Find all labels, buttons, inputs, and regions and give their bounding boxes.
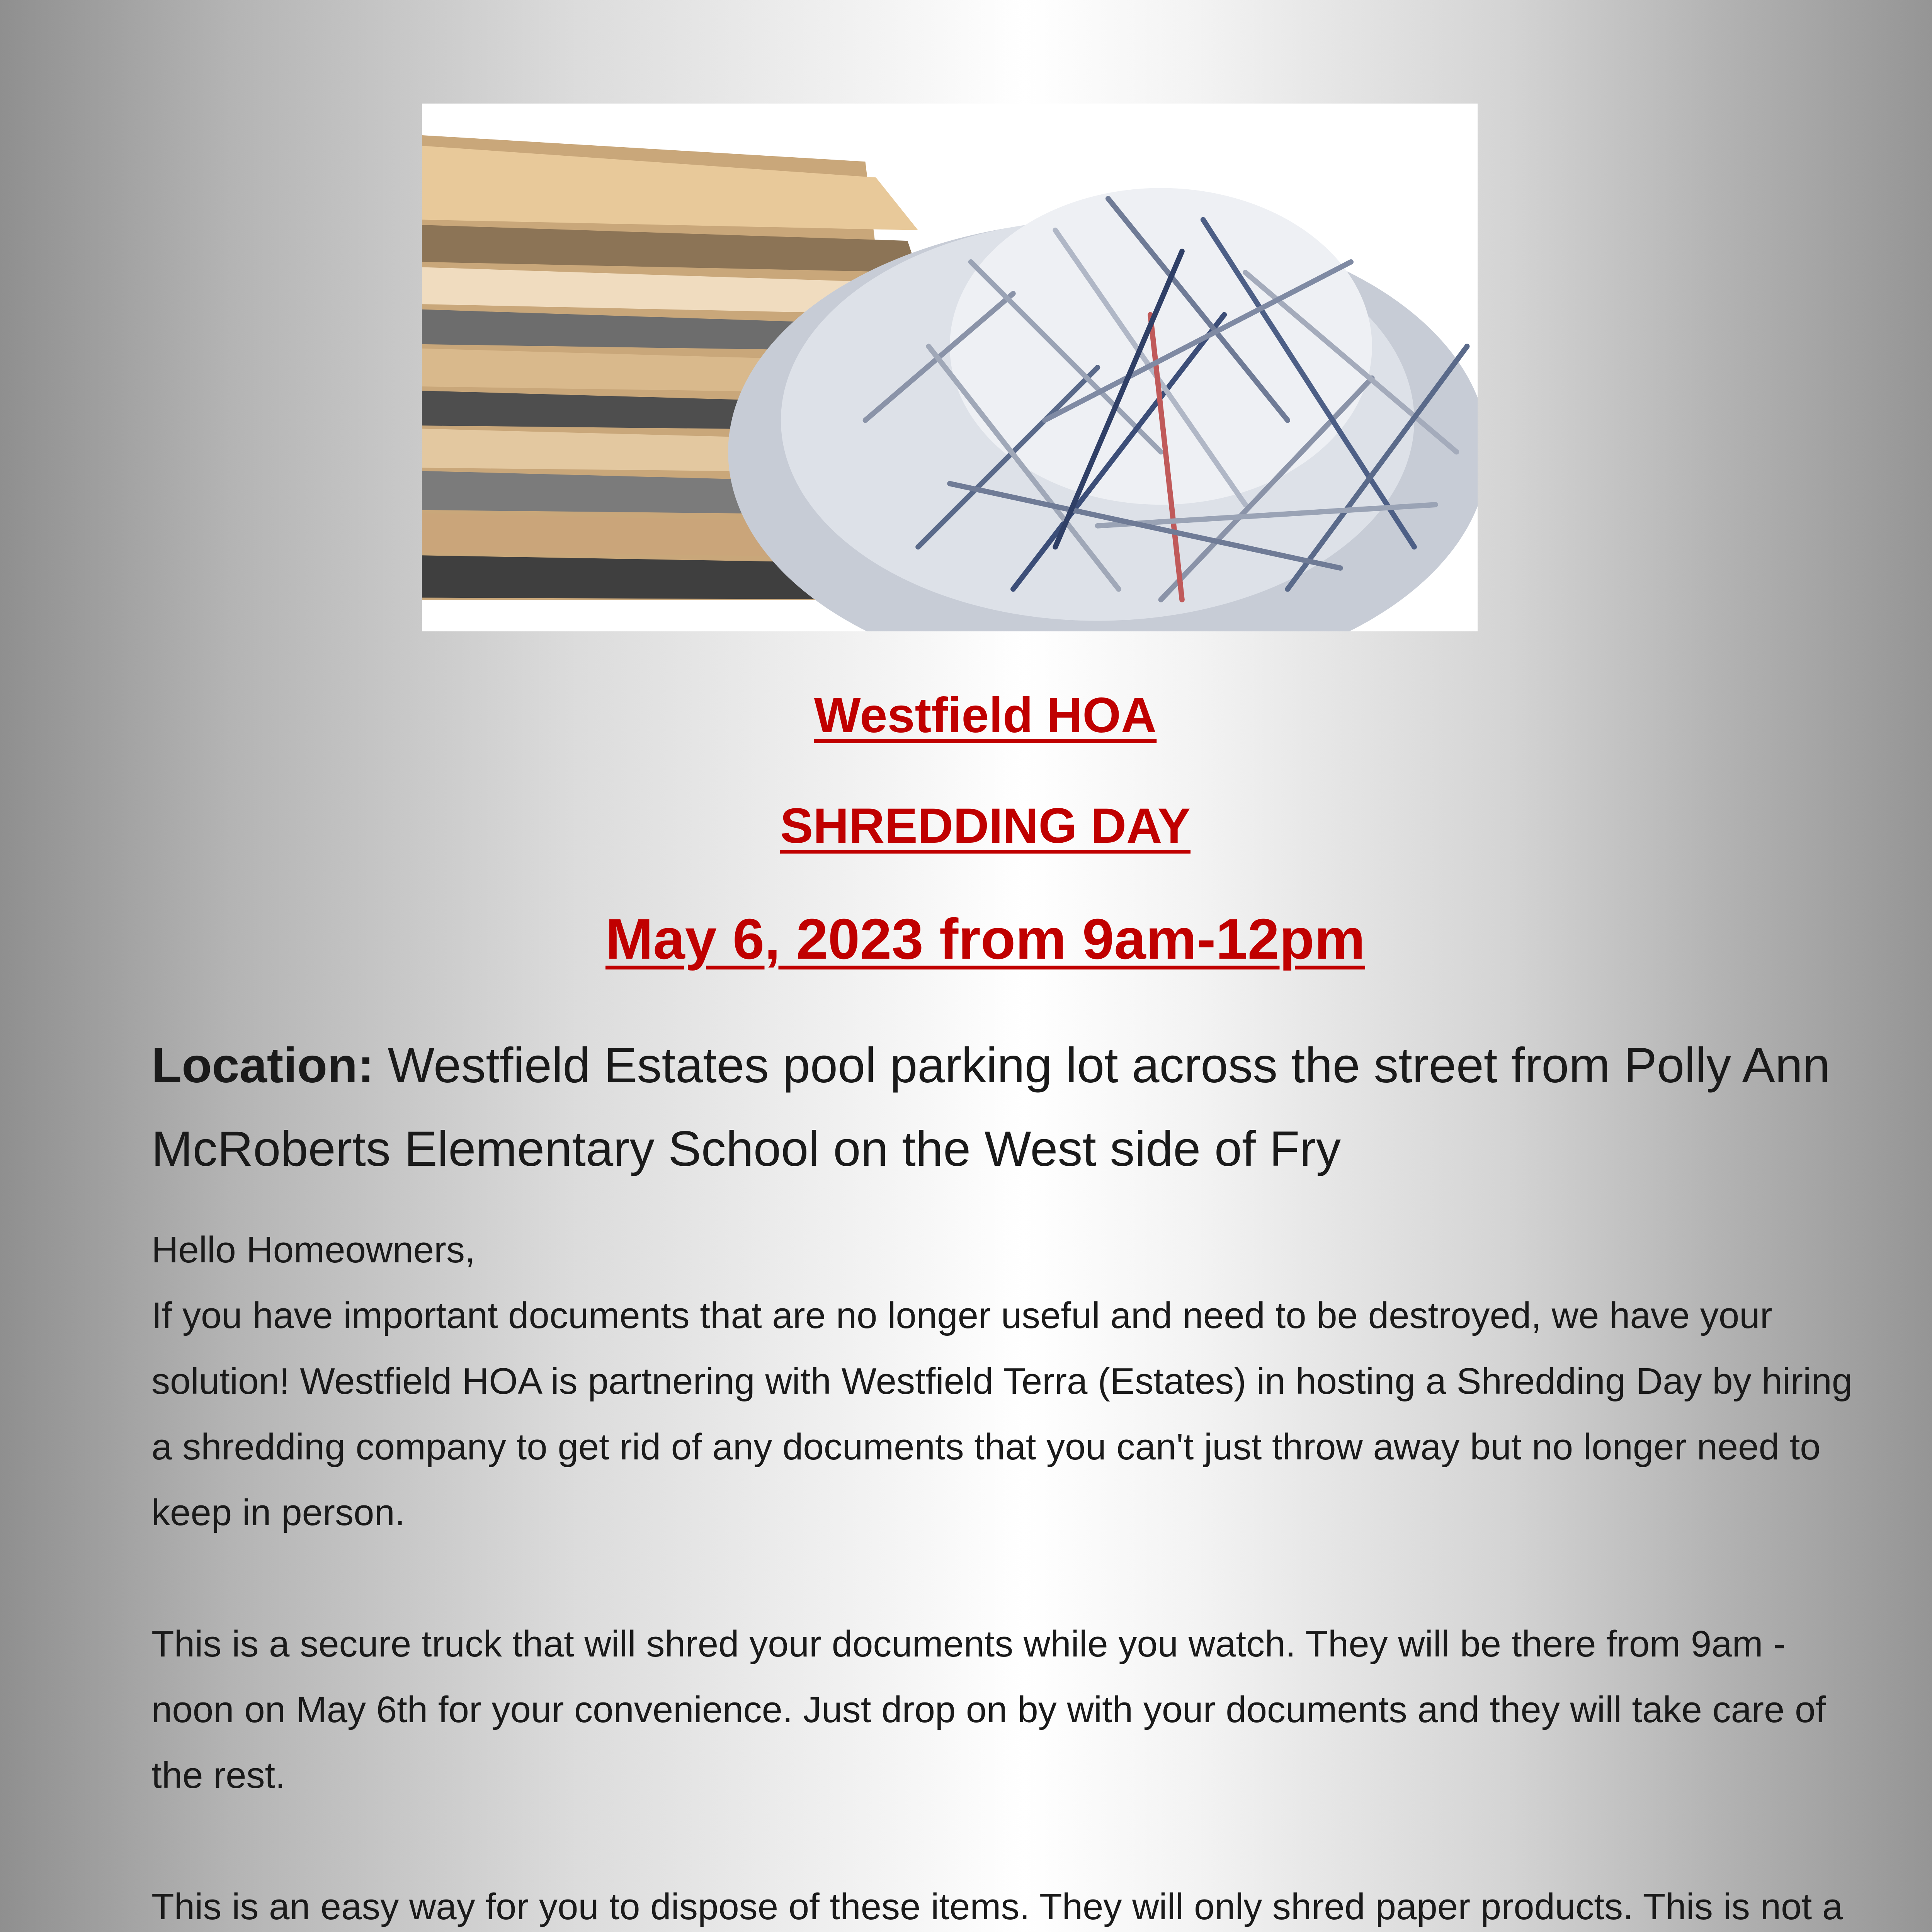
shredded-paper-illustration <box>422 104 1478 631</box>
event-heading: SHREDDING DAY <box>780 798 1191 854</box>
shredded-paper-image <box>422 104 1478 631</box>
location-text: Westfield Estates pool parking lot across the street from Polly Ann McRoberts Elementary School on the West side of Fry <box>151 1038 1830 1177</box>
letter-body <box>151 1217 1859 1932</box>
paragraph-paper-only <box>151 1874 1859 1932</box>
paragraph-paper-only-text: This is an easy way for you to dispose of these items. They will only shred paper products. This is not a <box>151 1886 1843 1927</box>
location-label: Location: <box>151 1038 374 1093</box>
date-heading: May 6, 2023 from 9am-12pm <box>605 907 1366 971</box>
location-paragraph <box>151 1024 1852 1191</box>
greeting: Hello Homeowners, <box>151 1229 475 1270</box>
org-heading: Westfield HOA <box>814 688 1157 743</box>
paragraph-intro: If you have important documents that are no longer useful and need to be destroyed, we have your solution! Westfield HOA is partnering with Westfield Terra (Estates) in hosting a Shredding Day by hiring a shredding company to get rid of any documents that you can't just throw away but no longer need to keep in person. <box>151 1295 1853 1533</box>
paragraph-secure-truck: This is a secure truck that will shred your documents while you watch. They will be there from 9am - noon on May 6th for your convenience. Just drop on by with your documents and they will take care of the rest. <box>151 1623 1826 1796</box>
